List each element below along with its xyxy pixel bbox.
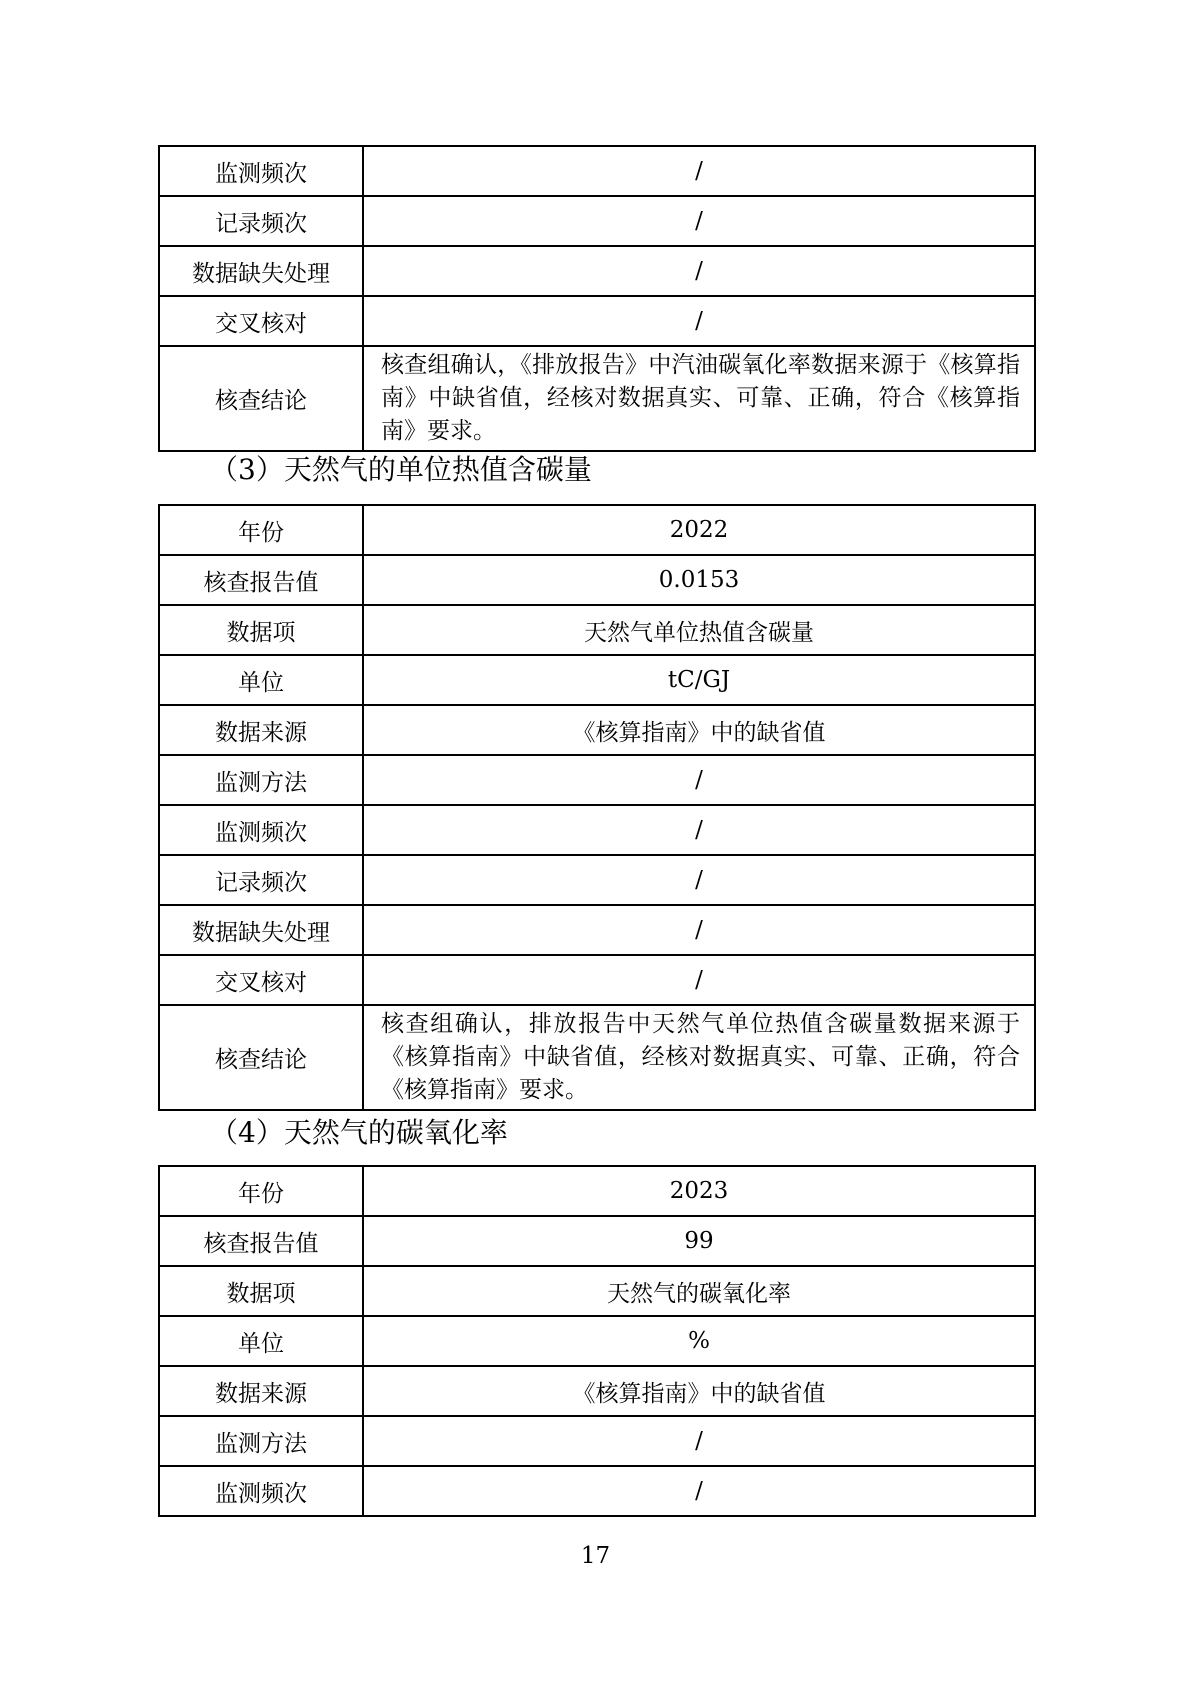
row-label: 核查报告值: [159, 1216, 363, 1266]
table-row: [159, 196, 1035, 246]
row-value: /: [363, 296, 1035, 346]
table-row: [159, 1416, 1035, 1466]
row-label: 数据缺失处理: [159, 905, 363, 955]
row-value: /: [363, 1416, 1035, 1466]
section-heading-4: （4）天然气的碳氧化率: [210, 1116, 508, 1149]
row-value: 《核算指南》中的缺省值: [363, 1366, 1035, 1416]
row-label: 单位: [159, 655, 363, 705]
row-value: 核查组确认，排放报告中天然气单位热值含碳量数据来源于《核算指南》中缺省值，经核对数据真实、可靠、正确，符合《核算指南》要求。: [363, 1005, 1035, 1110]
table-row: [159, 505, 1035, 555]
row-value: /: [363, 905, 1035, 955]
table-row: [159, 1466, 1035, 1516]
table-row: [159, 1216, 1035, 1266]
verification-table-natural-gas-carbon-content: [158, 504, 1036, 1111]
row-value: /: [363, 1466, 1035, 1516]
row-label: 数据项: [159, 1266, 363, 1316]
verification-table-natural-gas-oxidation-rate: [158, 1165, 1036, 1517]
row-label: 交叉核对: [159, 296, 363, 346]
row-value: /: [363, 146, 1035, 196]
table-row: [159, 605, 1035, 655]
row-value: /: [363, 196, 1035, 246]
row-value: 《核算指南》中的缺省值: [363, 705, 1035, 755]
table-row: [159, 805, 1035, 855]
row-label: 核查结论: [159, 346, 363, 451]
row-label: 监测方法: [159, 1416, 363, 1466]
row-label: 监测频次: [159, 1466, 363, 1516]
row-value: /: [363, 805, 1035, 855]
page-number: 17: [580, 1543, 611, 1569]
row-label: 交叉核对: [159, 955, 363, 1005]
row-label: 单位: [159, 1316, 363, 1366]
table-row: [159, 755, 1035, 805]
row-value: 2023: [363, 1166, 1035, 1216]
table-row: [159, 1316, 1035, 1366]
row-label: 数据项: [159, 605, 363, 655]
section-heading-3: （3）天然气的单位热值含碳量: [210, 453, 592, 486]
row-value: /: [363, 755, 1035, 805]
row-label: 核查报告值: [159, 555, 363, 605]
row-value: 0.0153: [363, 555, 1035, 605]
row-value: /: [363, 246, 1035, 296]
row-label: 数据来源: [159, 705, 363, 755]
row-value: %: [363, 1316, 1035, 1366]
row-label: 年份: [159, 1166, 363, 1216]
table-row: [159, 296, 1035, 346]
table-row: [159, 246, 1035, 296]
row-label: 数据来源: [159, 1366, 363, 1416]
table-row: [159, 905, 1035, 955]
table-row: [159, 855, 1035, 905]
row-value: tC/GJ: [363, 655, 1035, 705]
row-label: 记录频次: [159, 855, 363, 905]
table-row: [159, 655, 1035, 705]
table-row: [159, 955, 1035, 1005]
table-row: [159, 146, 1035, 196]
row-label: 记录频次: [159, 196, 363, 246]
row-label: 监测频次: [159, 146, 363, 196]
row-label: 年份: [159, 505, 363, 555]
row-value: 天然气的碳氧化率: [363, 1266, 1035, 1316]
row-value: /: [363, 855, 1035, 905]
row-value: /: [363, 955, 1035, 1005]
row-value: 2022: [363, 505, 1035, 555]
table-row-conclusion: [159, 1005, 1035, 1110]
table-row: [159, 1166, 1035, 1216]
table-row: [159, 1266, 1035, 1316]
verification-table-gasoline-oxidation-rate: [158, 145, 1036, 452]
table-row: [159, 555, 1035, 605]
table-row: [159, 705, 1035, 755]
row-label: 核查结论: [159, 1005, 363, 1110]
row-label: 监测方法: [159, 755, 363, 805]
row-label: 数据缺失处理: [159, 246, 363, 296]
row-value: 99: [363, 1216, 1035, 1266]
row-value: 天然气单位热值含碳量: [363, 605, 1035, 655]
table-row-conclusion: [159, 346, 1035, 451]
row-label: 监测频次: [159, 805, 363, 855]
table-row: [159, 1366, 1035, 1416]
row-value: 核查组确认，《排放报告》中汽油碳氧化率数据来源于《核算指南》中缺省值，经核对数据真实、可靠、正确，符合《核算指南》要求。: [363, 346, 1035, 451]
